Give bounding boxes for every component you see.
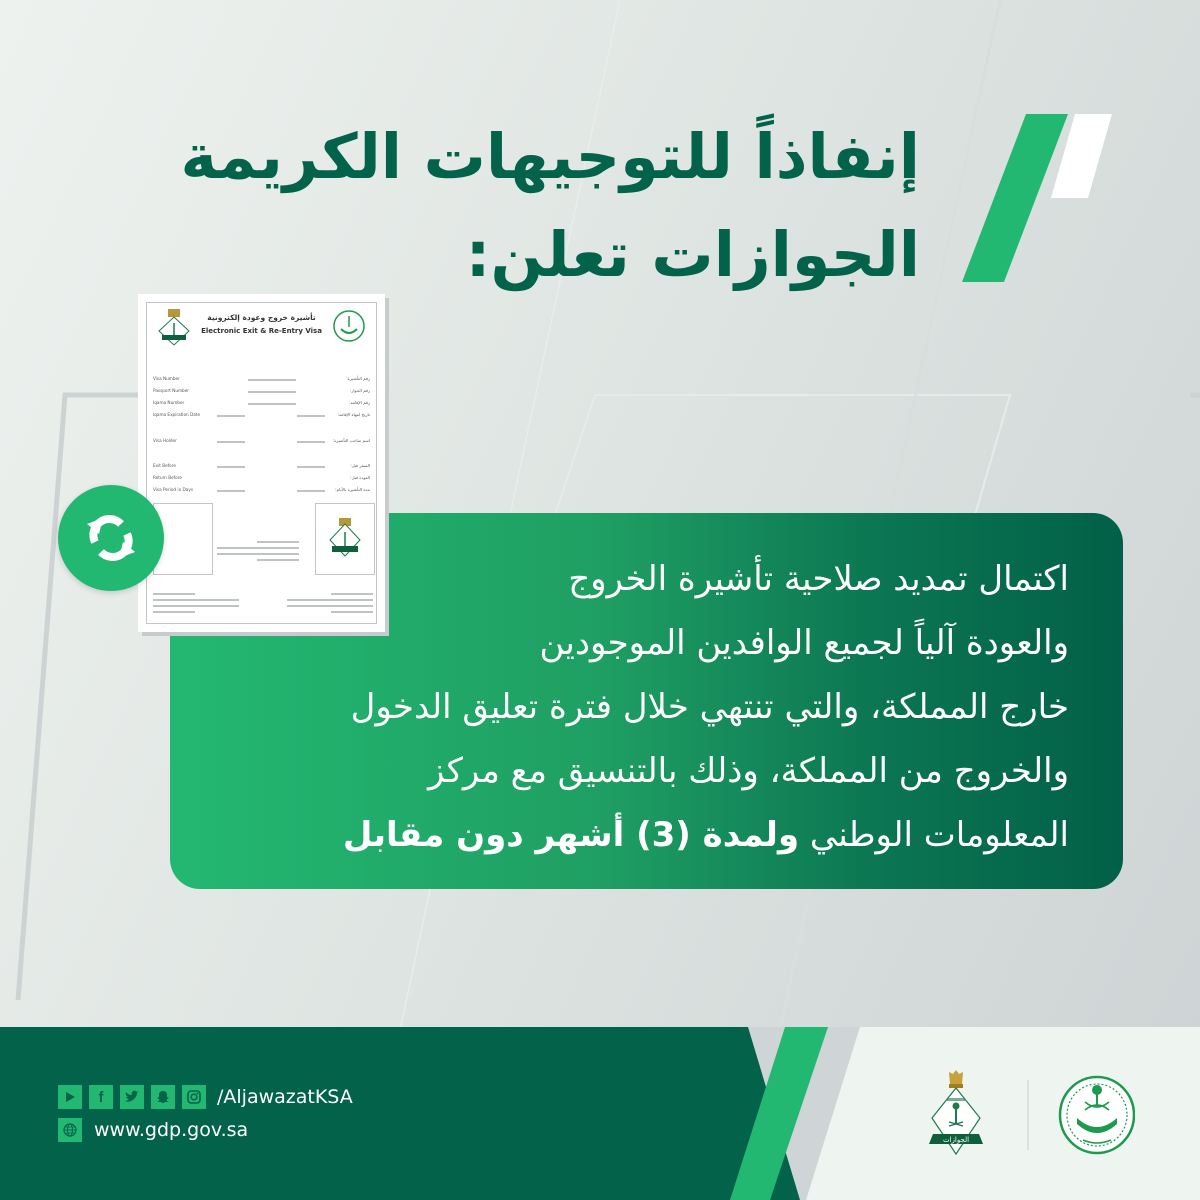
refresh-badge bbox=[58, 485, 164, 591]
announcement-highlight: ولمدة (3) أشهر دون مقابل bbox=[342, 815, 800, 855]
announcement-line: والعودة آلياً لجميع الوافدين الموجودين bbox=[539, 623, 1069, 663]
field-exit-before: Exit Before السفر قبل: bbox=[153, 463, 370, 468]
field-line bbox=[257, 559, 299, 561]
svg-text:الجوازات: الجوازات bbox=[942, 1136, 970, 1144]
announcement-line: خارج المملكة، والتي تنتهي خلال فترة تعليق الدخول bbox=[350, 687, 1069, 727]
field-line bbox=[217, 490, 245, 492]
field-line bbox=[297, 441, 325, 443]
website-link[interactable] bbox=[58, 1118, 248, 1142]
refresh-icon bbox=[81, 508, 141, 568]
field-line bbox=[153, 599, 239, 601]
stamp-box bbox=[315, 503, 375, 575]
field-line bbox=[297, 466, 325, 468]
snapchat-icon[interactable] bbox=[151, 1085, 175, 1109]
field-return-before: Return Before العودة قبل: bbox=[153, 475, 370, 480]
field-line bbox=[248, 391, 296, 393]
visa-document-image bbox=[138, 294, 385, 632]
twitter-icon[interactable] bbox=[120, 1085, 144, 1109]
field-visa-period: Visa Period in Days مدة التأشيرة بالأيام: bbox=[153, 487, 370, 492]
ministry-of-interior-emblem-icon bbox=[1060, 1077, 1134, 1153]
field-passport-number: Passport Number رقم الجواز: bbox=[153, 388, 370, 393]
field-line bbox=[297, 415, 325, 417]
announcement-line-last: المعلومات الوطني ولمدة (3) أشهر دون مقابل bbox=[342, 815, 1069, 855]
field-line bbox=[217, 441, 245, 443]
field-line bbox=[153, 593, 195, 595]
headline bbox=[180, 108, 920, 304]
field-line bbox=[217, 466, 245, 468]
field-visa-number: Visa Number رقم التأشيرة: bbox=[153, 376, 370, 381]
social-links bbox=[58, 1085, 353, 1109]
field-line bbox=[287, 605, 373, 607]
website-url[interactable]: www.gdp.gov.sa bbox=[94, 1119, 249, 1141]
field-iqama-number: Iqama Number رقم الإقامة: bbox=[153, 400, 370, 405]
visa-title-english: Electronic Exit & Re-Entry Visa bbox=[201, 327, 322, 335]
field-line bbox=[153, 605, 239, 607]
field-line bbox=[257, 541, 299, 543]
field-line bbox=[287, 599, 373, 601]
globe-icon bbox=[58, 1118, 82, 1142]
field-line bbox=[297, 490, 325, 492]
field-visa-holder: Visa Holder اسم صاحب التأشيرة: bbox=[153, 438, 370, 443]
youtube-icon[interactable] bbox=[58, 1085, 82, 1109]
field-line bbox=[248, 403, 296, 405]
visa-title-arabic: تأشيرة خروج وعودة إلكترونية bbox=[207, 313, 316, 322]
footer-logos bbox=[925, 1070, 1135, 1170]
announcement-line: والخروج من المملكة، وذلك بالتنسيق مع مركز bbox=[427, 751, 1069, 791]
field-line bbox=[331, 611, 373, 613]
instagram-icon[interactable] bbox=[182, 1085, 206, 1109]
quote-mark-decoration bbox=[960, 114, 1130, 286]
announcement-line: اكتمال تمديد صلاحية تأشيرة الخروج bbox=[568, 559, 1069, 599]
field-line bbox=[331, 593, 373, 595]
facebook-icon[interactable]: f bbox=[89, 1085, 113, 1109]
social-handle[interactable]: /AljawazatKSA bbox=[217, 1086, 353, 1108]
field-line bbox=[248, 379, 296, 381]
headline-line-2: الجوازات تعلن: bbox=[465, 218, 920, 291]
field-iqama-expiration: Iqama Expiration Date تاريخ انتهاء الإقامة: bbox=[153, 412, 370, 417]
jawazat-emblem-icon bbox=[929, 1070, 983, 1154]
headline-line-1: إنفاذاً للتوجيهات الكريمة bbox=[180, 120, 920, 193]
field-line bbox=[217, 415, 245, 417]
jawazat-stamp-icon bbox=[316, 504, 374, 574]
field-line bbox=[217, 553, 299, 555]
moi-emblem-icon bbox=[332, 309, 366, 343]
field-line bbox=[217, 547, 299, 549]
field-line bbox=[153, 611, 195, 613]
